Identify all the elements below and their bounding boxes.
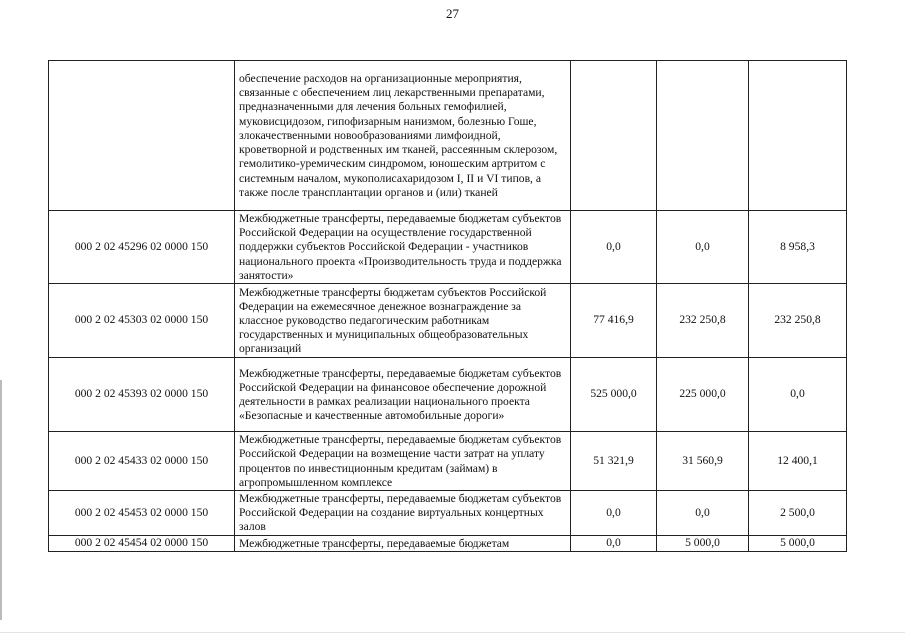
value-col3-cell	[749, 61, 847, 211]
value-col2-cell: 0,0	[657, 491, 749, 536]
description-cell: Межбюджетные трансферты, передаваемые бюджетам субъектов Российской Федерации на создание виртуальных концертных залов	[235, 491, 571, 536]
description-cell: Межбюджетные трансферты, передаваемые бюджетам субъектов Российской Федерации на возмещение части затрат на уплату процентов по инвестиционным кредитам (займам) в агропромышленном комплексе	[235, 432, 571, 491]
scan-edge-line	[0, 380, 2, 620]
value-col3-cell: 232 250,8	[749, 284, 847, 358]
value-col2-cell: 0,0	[657, 211, 749, 284]
budget-code-cell: 000 2 02 45433 02 0000 150	[49, 432, 235, 491]
table-row	[49, 432, 847, 491]
value-col3-cell: 2 500,0	[749, 491, 847, 536]
value-col1-cell: 525 000,0	[571, 358, 657, 432]
table-row	[49, 535, 847, 551]
table-row	[49, 358, 847, 432]
value-col1-cell	[571, 61, 657, 211]
page-number: 27	[446, 6, 459, 21]
table-row	[49, 61, 847, 211]
value-col3-cell: 0,0	[749, 358, 847, 432]
value-col2-cell	[657, 61, 749, 211]
value-col1-cell: 51 321,9	[571, 432, 657, 491]
scan-bottom-line	[0, 632, 905, 633]
description-cell: Межбюджетные трансферты, передаваемые бюджетам субъектов Российской Федерации на финансовое обеспечение дорожной деятельности в рамках реализации национального проекта «Безопасные и качественные автомобильные дороги»	[235, 358, 571, 432]
value-col2-cell: 5 000,0	[657, 535, 749, 551]
budget-code-cell: 000 2 02 45453 02 0000 150	[49, 491, 235, 536]
value-col2-cell: 225 000,0	[657, 358, 749, 432]
value-col1-cell: 77 416,9	[571, 284, 657, 358]
table-row	[49, 491, 847, 536]
budget-code-cell: 000 2 02 45393 02 0000 150	[49, 358, 235, 432]
budget-code-cell: 000 2 02 45296 02 0000 150	[49, 211, 235, 284]
value-col3-cell: 5 000,0	[749, 535, 847, 551]
description-cell: Межбюджетные трансферты, передаваемые бюджетам	[235, 535, 571, 551]
budget-code-cell: 000 2 02 45454 02 0000 150	[49, 535, 235, 551]
value-col2-cell: 232 250,8	[657, 284, 749, 358]
budget-table	[48, 60, 847, 552]
description-cell: Межбюджетные трансферты, передаваемые бюджетам субъектов Российской Федерации на осуществление государственной поддержки субъектов Российской Федерации - участников национального проекта «Производительность труда и поддержка занятости»	[235, 211, 571, 284]
value-col2-cell: 31 560,9	[657, 432, 749, 491]
value-col1-cell: 0,0	[571, 535, 657, 551]
description-cell: обеспечение расходов на организационные мероприятия, связанные с обеспечением лиц лекарственными препаратами, предназначенными для лечения больных гемофилией, муковисцидозом, гипофизарным нанизмом, болезнью Гоше, злокачественными новообразованиями лимфоидной, кроветворной и родственных им тканей, рассеянным склерозом, гемолитико-уремическим синдромом, юношеским артритом с системным началом, мукополисахаридозом I, II и VI типов, а также после трансплантации органов и (или) тканей	[235, 61, 571, 211]
budget-code-cell: 000 2 02 45303 02 0000 150	[49, 284, 235, 358]
value-col3-cell: 12 400,1	[749, 432, 847, 491]
value-col1-cell: 0,0	[571, 211, 657, 284]
table-row	[49, 284, 847, 358]
budget-code-cell	[49, 61, 235, 211]
table-row	[49, 211, 847, 284]
value-col3-cell: 8 958,3	[749, 211, 847, 284]
value-col1-cell: 0,0	[571, 491, 657, 536]
description-cell: Межбюджетные трансферты бюджетам субъектов Российской Федерации на ежемесячное денежное вознаграждение за классное руководство педагогическим работникам государственных и муниципальных общеобразовательных организаций	[235, 284, 571, 358]
